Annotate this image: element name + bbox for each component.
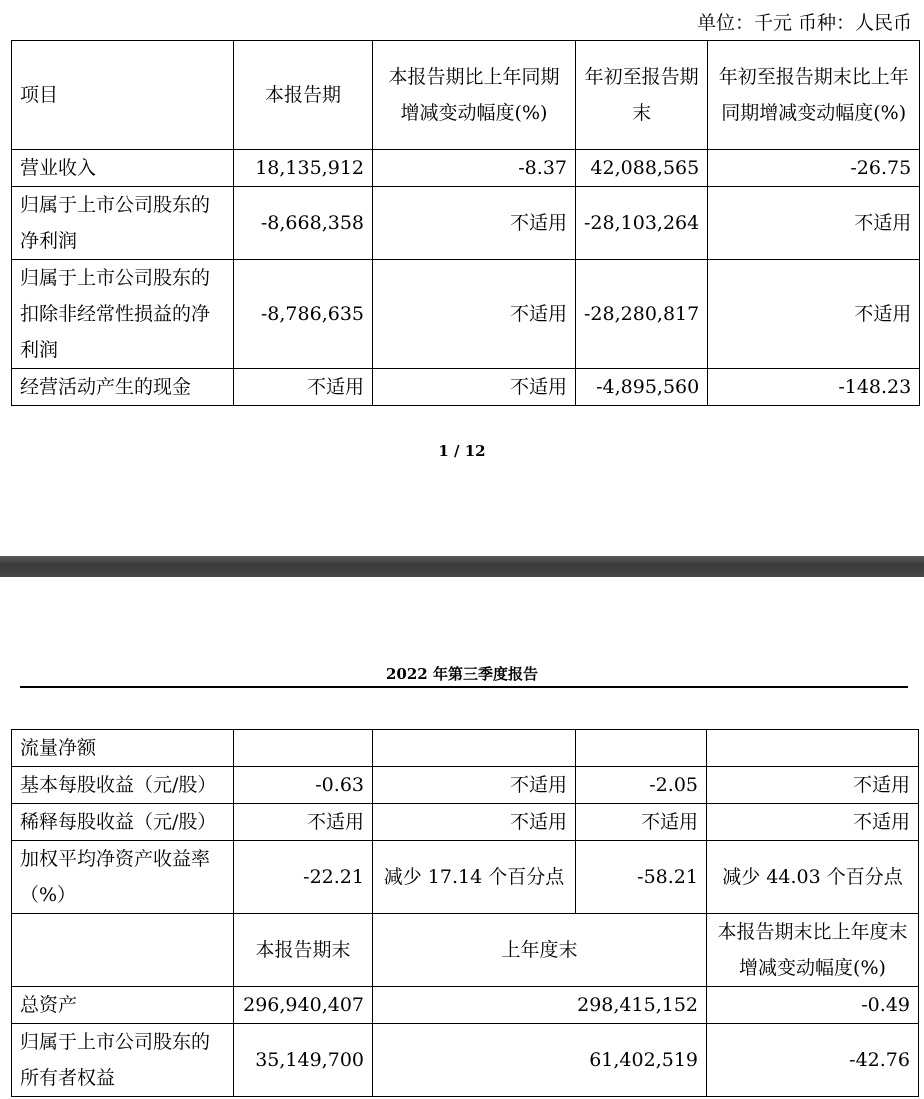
financial-table-bottom <box>11 729 919 1097</box>
balance-header-row <box>12 914 919 987</box>
header-current-period: 本报告期 <box>234 41 373 150</box>
page-break-divider <box>0 556 924 577</box>
cell-current: 不适用 <box>234 369 373 406</box>
table-row <box>12 730 919 767</box>
table-row <box>12 1024 919 1097</box>
cell-ytd <box>576 730 707 767</box>
cell-balance-change: -0.49 <box>707 987 919 1024</box>
cell-current: -8,786,635 <box>234 260 373 369</box>
cell-ytd: -28,103,264 <box>576 187 708 260</box>
row-label: 归属于上市公司股东的净利润 <box>12 187 234 260</box>
cell-balance-change: -42.76 <box>707 1024 919 1097</box>
cell-ytd: 不适用 <box>576 804 707 841</box>
cell-ytd: -58.21 <box>576 841 707 914</box>
financial-table-top <box>11 40 920 406</box>
balance-header-empty <box>12 914 234 987</box>
cell-period-end: 296,940,407 <box>234 987 373 1024</box>
cell-ytd: 42,088,565 <box>576 150 708 187</box>
header-current-change: 本报告期比上年同期增减变动幅度(%) <box>373 41 576 150</box>
cell-ytd-change: 不适用 <box>708 187 920 260</box>
row-label: 基本每股收益（元/股） <box>12 767 234 804</box>
cell-current-change: 不适用 <box>373 804 576 841</box>
cell-current-change: 不适用 <box>373 369 576 406</box>
cell-current: -0.63 <box>234 767 373 804</box>
cell-ytd-change: -26.75 <box>708 150 920 187</box>
row-label: 归属于上市公司股东的扣除非经常性损益的净利润 <box>12 260 234 369</box>
table-row <box>12 841 919 914</box>
row-label: 经营活动产生的现金 <box>12 369 234 406</box>
cell-ytd-change: 不适用 <box>707 804 919 841</box>
row-label: 稀释每股收益（元/股） <box>12 804 234 841</box>
cell-current-change <box>373 730 576 767</box>
table-row <box>12 804 919 841</box>
header-rule <box>20 686 908 688</box>
unit-currency-note: 单位：千元 币种：人民币 <box>696 12 912 34</box>
cell-ytd: -2.05 <box>576 767 707 804</box>
cell-ytd: -28,280,817 <box>576 260 708 369</box>
cell-ytd-change: 减少 44.03 个百分点 <box>707 841 919 914</box>
row-label: 流量净额 <box>12 730 234 767</box>
row-label: 归属于上市公司股东的所有者权益 <box>12 1024 234 1097</box>
table-row <box>12 260 920 369</box>
cell-prior-year-end: 61,402,519 <box>373 1024 707 1097</box>
row-label: 总资产 <box>12 987 234 1024</box>
cell-current: 18,135,912 <box>234 150 373 187</box>
cell-ytd-change: 不适用 <box>707 767 919 804</box>
table-header-row <box>12 41 920 150</box>
table-row <box>12 150 920 187</box>
cell-current-change: 不适用 <box>373 260 576 369</box>
header-ytd-change: 年初至报告期末比上年同期增减变动幅度(%) <box>708 41 920 150</box>
table-row <box>12 369 920 406</box>
cell-ytd-change <box>707 730 919 767</box>
cell-period-end: 35,149,700 <box>234 1024 373 1097</box>
table-row <box>12 987 919 1024</box>
cell-current-change: 减少 17.14 个百分点 <box>373 841 576 914</box>
row-label: 营业收入 <box>12 150 234 187</box>
report-header-title: 2022 年第三季度报告 <box>386 665 538 683</box>
cell-current <box>234 730 373 767</box>
cell-current-change: 不适用 <box>373 187 576 260</box>
header-period-end: 本报告期末 <box>234 914 373 987</box>
header-prior-year-end: 上年度末 <box>373 914 707 987</box>
table-row <box>12 767 919 804</box>
cell-prior-year-end: 298,415,152 <box>373 987 707 1024</box>
table-row <box>12 187 920 260</box>
row-label: 加权平均净资产收益率（%） <box>12 841 234 914</box>
cell-ytd-change: -148.23 <box>708 369 920 406</box>
cell-current: -8,668,358 <box>234 187 373 260</box>
cell-current: 不适用 <box>234 804 373 841</box>
header-ytd: 年初至报告期末 <box>576 41 708 150</box>
cell-current-change: -8.37 <box>373 150 576 187</box>
header-balance-change: 本报告期末比上年度末增减变动幅度(%) <box>707 914 919 987</box>
cell-current: -22.21 <box>234 841 373 914</box>
cell-ytd: -4,895,560 <box>576 369 708 406</box>
cell-ytd-change: 不适用 <box>708 260 920 369</box>
page-number: 1 / 12 <box>438 442 486 460</box>
cell-current-change: 不适用 <box>373 767 576 804</box>
header-item: 项目 <box>12 41 234 150</box>
